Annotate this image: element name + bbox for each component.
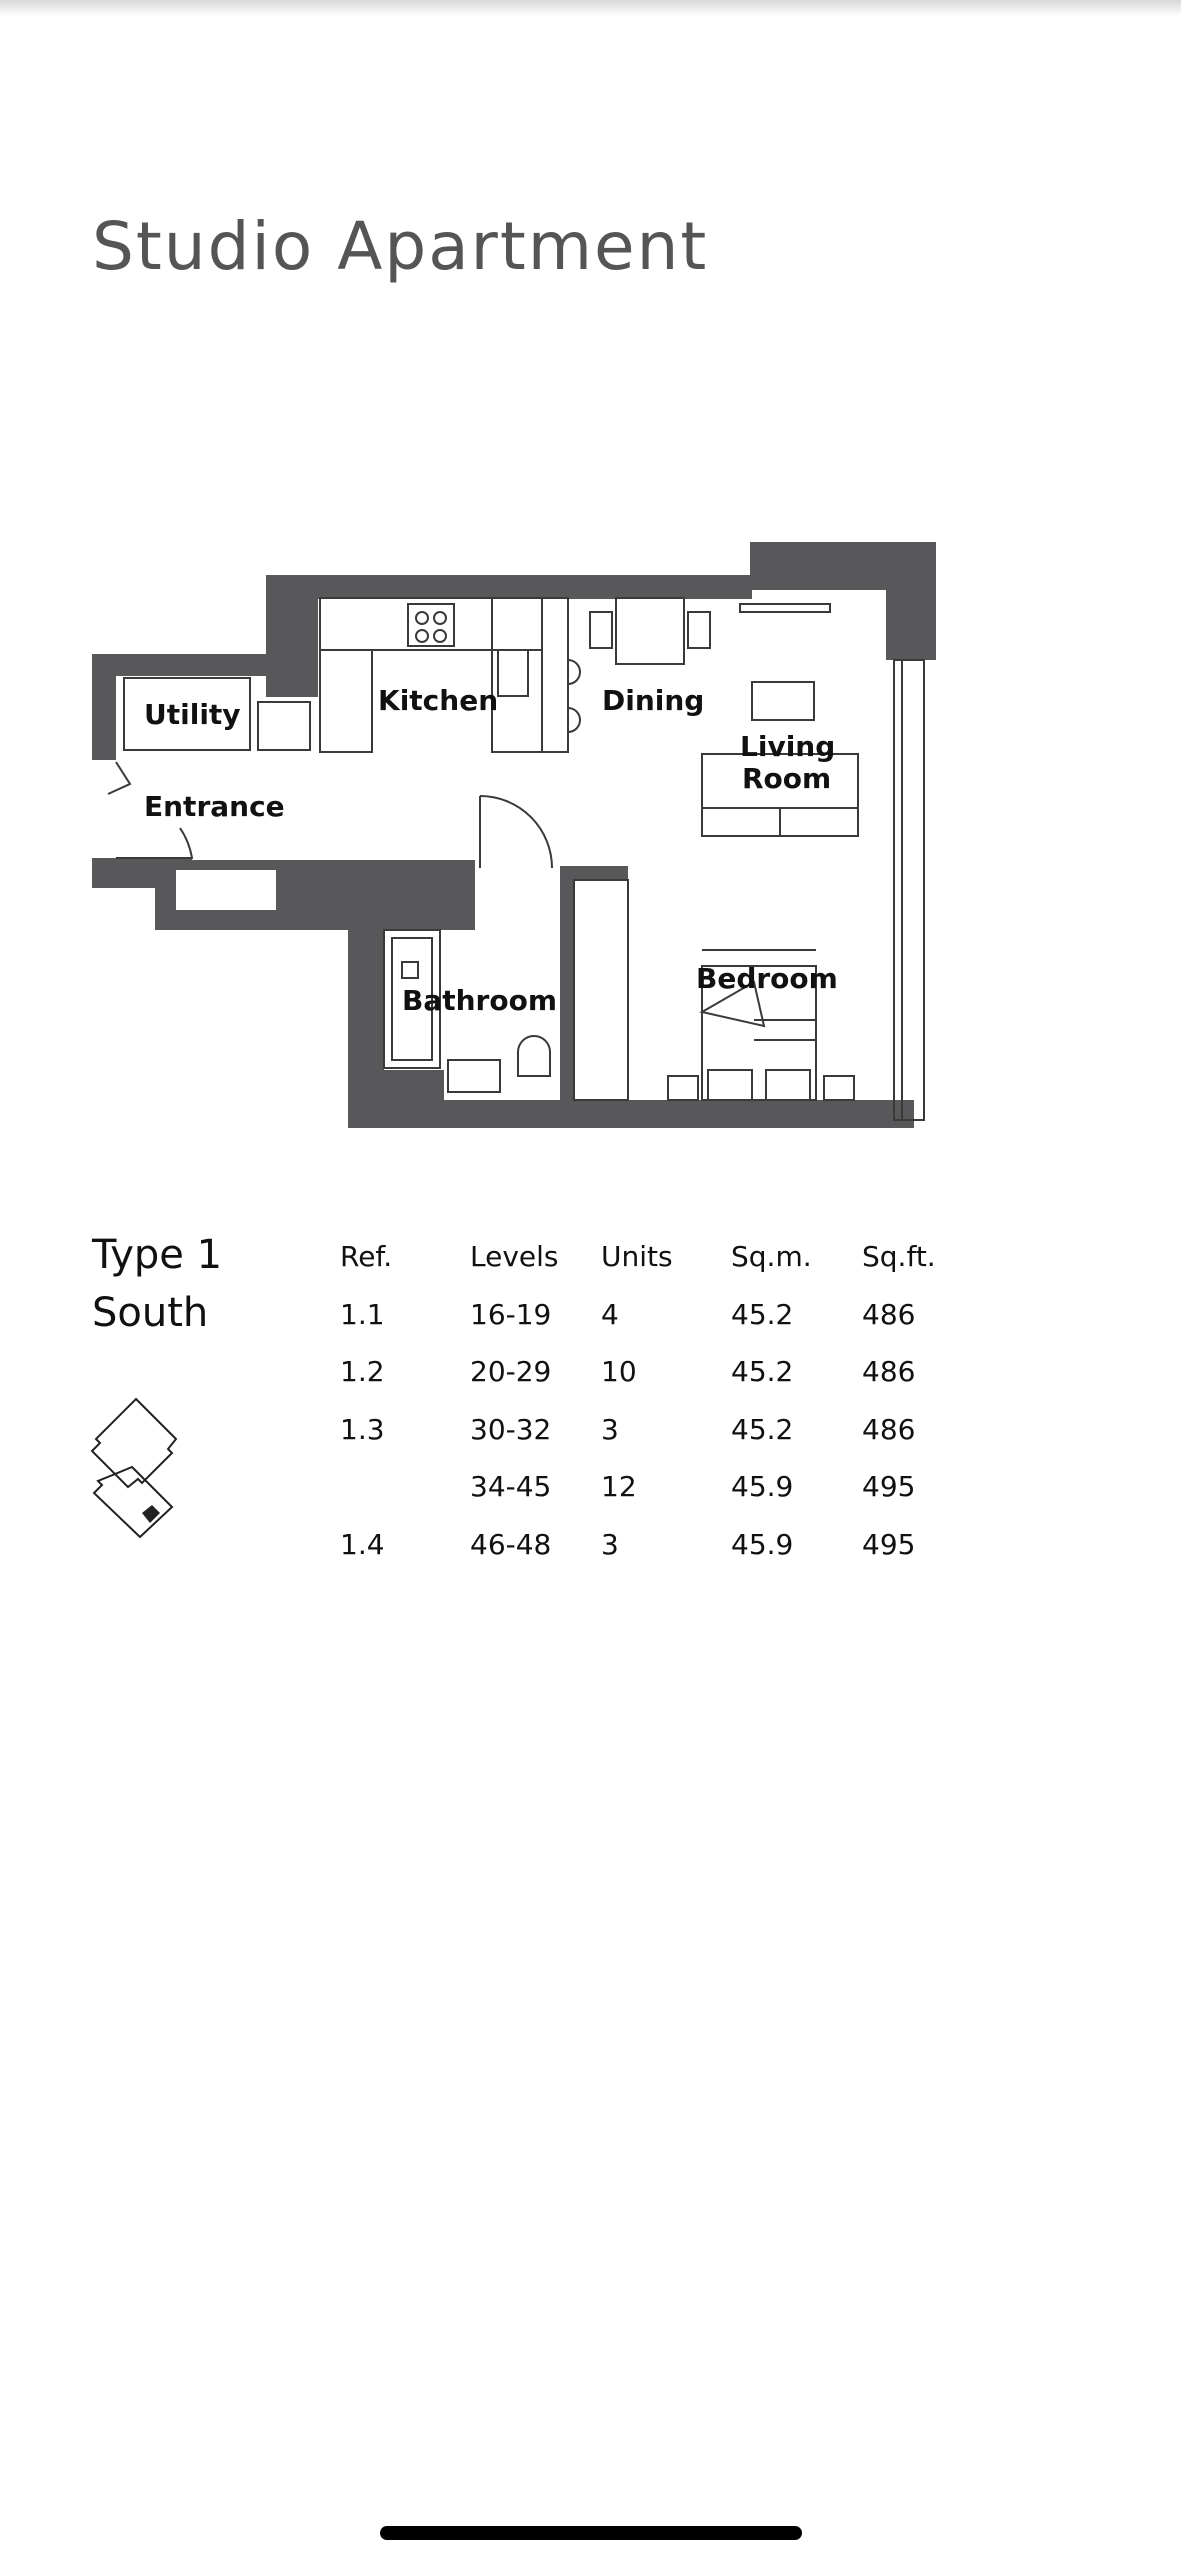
cell-levels: 20-29 xyxy=(470,1355,552,1388)
col-levels: Levels xyxy=(470,1240,559,1273)
cell-ref: 1.2 xyxy=(340,1355,385,1388)
cell-units: 10 xyxy=(601,1355,637,1388)
room-label-bathroom: Bathroom xyxy=(402,984,558,1017)
table-row xyxy=(340,1413,982,1471)
table-row xyxy=(340,1528,982,1586)
cell-sqm: 45.2 xyxy=(731,1412,794,1446)
cell-sqft: 486 xyxy=(862,1412,916,1446)
col-sqft: Sq.ft. xyxy=(862,1240,936,1273)
cell-units: 12 xyxy=(601,1470,637,1503)
cell-sqm: 45.9 xyxy=(731,1470,794,1503)
col-sqm: Sq.m. xyxy=(731,1240,812,1273)
col-units: Units xyxy=(601,1240,673,1273)
cell-ref: 1.1 xyxy=(340,1297,385,1331)
unit-specs-table xyxy=(340,1240,982,1585)
cell-units: 3 xyxy=(601,1412,619,1446)
table-row xyxy=(340,1298,982,1356)
unit-orientation: South xyxy=(92,1290,209,1336)
cell-sqft: 495 xyxy=(862,1527,916,1561)
col-ref: Ref. xyxy=(340,1240,393,1273)
home-indicator[interactable] xyxy=(380,2526,802,2540)
floor-plan xyxy=(0,0,1181,1140)
cell-sqm: 45.9 xyxy=(731,1527,794,1561)
cell-units: 4 xyxy=(601,1297,619,1331)
table-header-row xyxy=(340,1240,982,1298)
cell-ref xyxy=(340,1470,470,1528)
cell-levels: 16-19 xyxy=(470,1297,552,1331)
cell-sqm: 45.2 xyxy=(731,1355,794,1388)
cell-sqft: 486 xyxy=(862,1297,916,1331)
cell-ref: 1.3 xyxy=(340,1412,385,1446)
cell-units: 3 xyxy=(601,1527,619,1561)
table-row xyxy=(340,1355,982,1413)
building-keyplan-icon xyxy=(88,1395,184,1541)
table-row xyxy=(340,1470,982,1528)
room-label-living-2: Room xyxy=(742,762,832,795)
page-title: Studio Apartment xyxy=(92,208,709,285)
room-label-living-1: Living xyxy=(740,730,836,763)
room-label-utility: Utility xyxy=(144,698,241,731)
cell-levels: 34-45 xyxy=(470,1470,552,1503)
unit-type-name: Type 1 xyxy=(92,1232,223,1278)
room-label-dining: Dining xyxy=(602,684,705,717)
cell-sqm: 45.2 xyxy=(731,1297,794,1331)
cell-levels: 46-48 xyxy=(470,1527,552,1561)
cell-levels: 30-32 xyxy=(470,1412,552,1446)
room-label-kitchen: Kitchen xyxy=(378,684,499,717)
cell-sqft: 495 xyxy=(862,1470,916,1503)
room-label-bedroom: Bedroom xyxy=(696,962,838,995)
cell-sqft: 486 xyxy=(862,1355,916,1388)
room-label-entrance: Entrance xyxy=(144,790,285,823)
cell-ref: 1.4 xyxy=(340,1527,385,1561)
